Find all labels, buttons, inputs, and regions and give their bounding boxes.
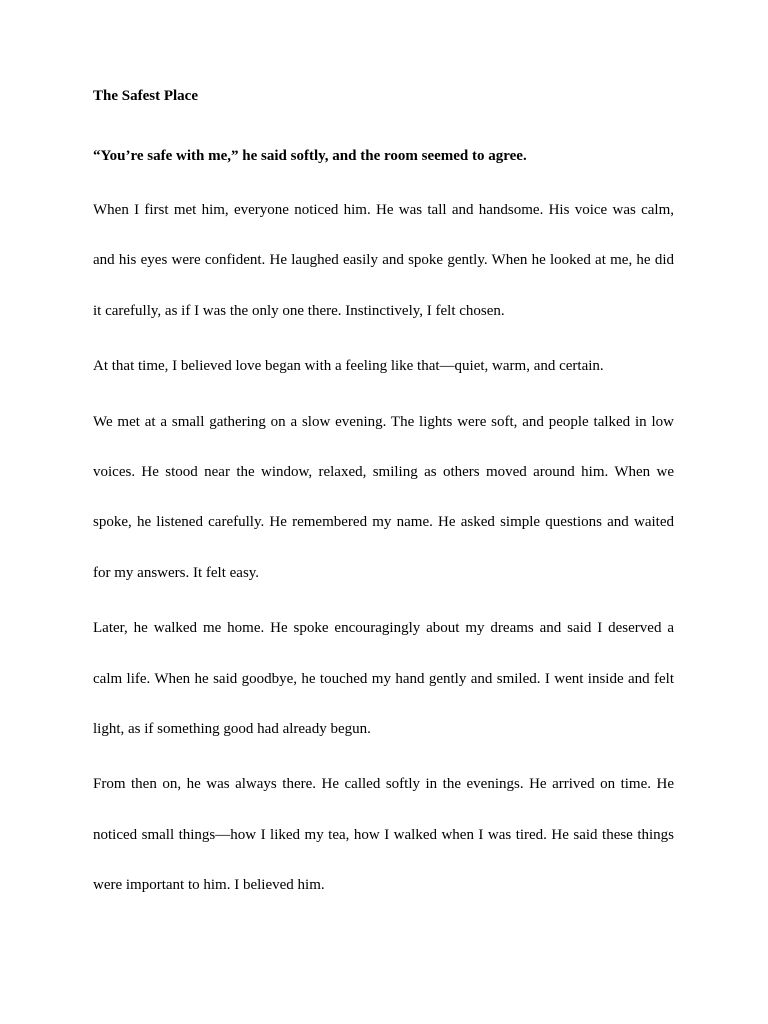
paragraph: From then on, he was always there. He called softly in the evenings. He arrived on time. He noticed small things—how I liked my tea, how I walked when I was tired. He said these things were important to him. I believed him.: [93, 776, 674, 894]
paragraph: At that time, I believed love began with a feeling like that—quiet, warm, and certain.: [93, 358, 604, 375]
document-subtitle: “You’re safe with me,” he said softly, and the room seemed to agree.: [93, 148, 527, 164]
paragraph: Later, he walked me home. He spoke encouragingly about my dreams and said I deserved a calm life. When he said goodbye, he touched my hand gently and smiled. I went inside and felt light, as if something good had already begun.: [93, 620, 674, 738]
paragraph: We met at a small gathering on a slow evening. The lights were soft, and people talked in low voices. He stood near the window, relaxed, smiling as others moved around him. When we spoke, he listened carefully. He remembered my name. He asked simple questions and waited for my answers. It felt easy.: [93, 413, 674, 581]
document-title: The Safest Place: [93, 88, 198, 104]
paragraph: When I first met him, everyone noticed him. He was tall and handsome. His voice was calm, and his eyes were confident. He laughed easily and spoke gently. When he looked at me, he did it carefully, as if I was the only one there. Instinctively, I felt chosen.: [93, 202, 674, 319]
document-page: [93, 86, 674, 911]
